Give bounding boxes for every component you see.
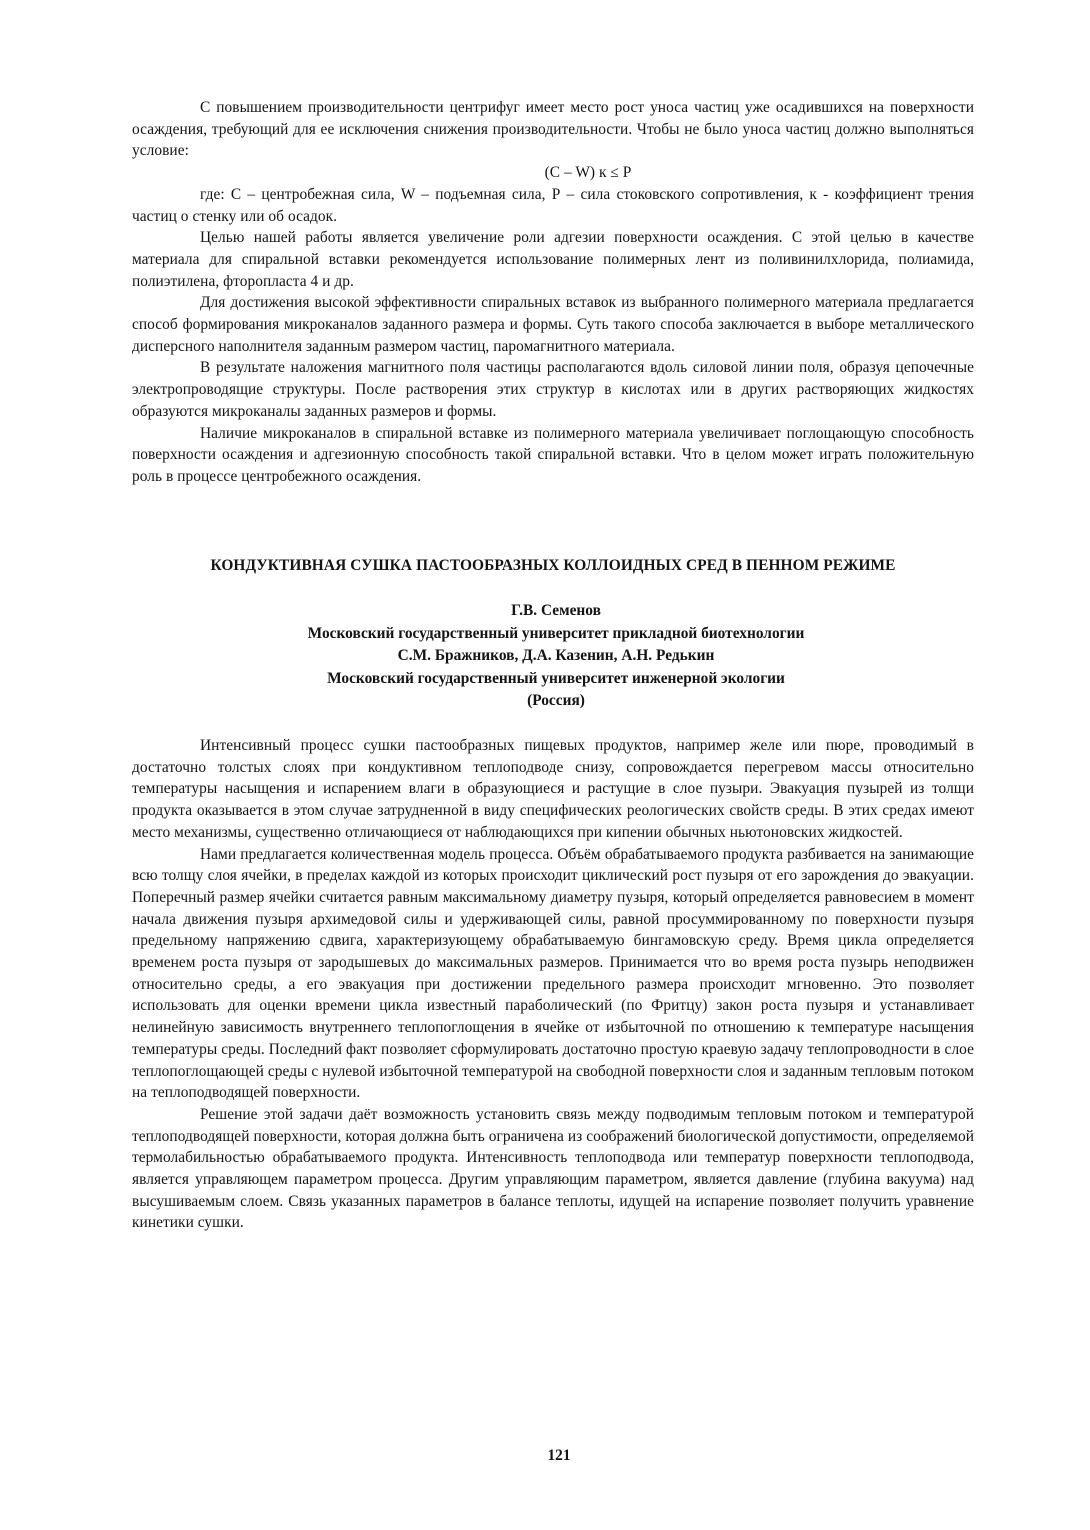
author-line: С.М. Бражников, Д.А. Казенин, А.Н. Редькин <box>397 647 715 664</box>
paragraph: Нами предлагается количественная модель процесса. Объём обрабатываемого продукта разбивается на занимающие всю толщу слоя ячейки, в пределах каждой из которых происходит циклический рост пузыря от его зарождения до эвакуации. Поперечный размер ячейки считается равным максимальному диаметру пузыря, который определяется равновесием в момент начала движения пузыря архимедовой силы и удерживающей силы, равной просуммированному по поверхности пузыря предельному напряжению сдвига, характеризующему обрабатываемую бингамовскую среду. Время цикла определяется временем роста пузыря от зародышевых до максимальных размеров. Принимается что во время роста пузырь неподвижен относительно среды, а его эвакуация при достижении предельного размера происходит мгновенно. Это позволяет использовать для оценки времени цикла известный параболический (по Фритцу) закон роста пузыря и устанавливает нелинейную зависимость внутреннего теплопоглощения в ячейке от избыточной по отношению к температуре насыщения температуры среды. Последний факт позволяет сформулировать достаточно простую краевую задачу теплопроводности в слое теплопоглощающей среды с нулевой избыточной температурой на свободной поверхности слоя и заданным тепловым потоком на теплоподводящей поверхности. <box>132 845 974 1102</box>
paragraph: С повышением производительности центрифуг имеет место рост уноса частиц уже осадившихся на поверхности осаждения, требующий для ее исключения снижения производительности. Чтобы не было уноса частиц должно выполняться условие: <box>132 99 974 160</box>
top-section <box>132 97 974 488</box>
affiliation-line: Московский государственный университет инженерной экологии <box>327 669 785 687</box>
article-title: КОНДУКТИВНАЯ СУШКА ПАСТООБРАЗНЫХ КОЛЛОИДНЫХ СРЕД В ПЕННОМ РЕЖИМЕ <box>210 557 896 574</box>
authors-block <box>200 600 912 713</box>
author-line: Г.В. Семенов <box>511 602 601 619</box>
formula: (C – W) к ≤ P <box>544 164 632 182</box>
country-line: (Россия) <box>527 692 585 709</box>
article-body <box>132 735 974 1234</box>
paragraph: Интенсивный процесс сушки пастообразных пищевых продуктов, например желе или пюре, проводимый в достаточно толстых слоях при кондуктивном теплоподводе снизу, сопровождается перегревом массы относительно температуры насыщения и испарением влаги в образующиеся и растущие в слое пузыри. Эвакуация пузырей из толщи продукта оказывается в этом случае затрудненной в виду специфических реологических свойств среды. В этих средах имеют место механизмы, существенно отличающиеся от наблюдающихся при кипении обычных ньютоновских жидкостей. <box>132 737 974 841</box>
paragraph: Наличие микроканалов в спиральной вставке из полимерного материала увеличивает поглощающую способность поверхности осаждения и адгезионную способность такой спиральной вставки. Что в целом может играть положительную роль в процессе центробежного осаждения. <box>132 424 974 485</box>
paragraph: Целью нашей работы является увеличение роли адгезии поверхности осаждения. С этой целью в качестве материала для спиральной вставки рекомендуется использование полимерных лент из поливинилхлорида, полиамида, полиэтилена, фторопласта 4 и др. <box>132 229 974 290</box>
paragraph: В результате наложения магнитного поля частицы располагаются вдоль силовой линии поля, образуя цепочечные электропроводящие структуры. После растворения этих структур в кислотах или в других растворяющих жидкостях образуются микроканалы заданных размеров и формы. <box>132 359 974 420</box>
paragraph: Для достижения высокой эффективности спиральных вставок из выбранного полимерного материала предлагается способ формирования микроканалов заданного размера и формы. Суть такого способа заключается в выборе металлического дисперсного наполнителя заданным размером частиц, паромагнитного материала. <box>132 294 974 355</box>
affiliation-line: Московский государственный университет прикладной биотехнологии <box>307 624 805 642</box>
paragraph: где: С – центробежная сила, W – подъемная сила, Р – сила стоковского сопротивления, к - коэффициент трения частиц о стенку или об осадок. <box>132 185 974 225</box>
page-number: 121 <box>547 1447 571 1464</box>
paragraph: Решение этой задачи даёт возможность установить связь между подводимым тепловым потоком и температурой теплоподводящей поверхности, которая должна быть ограничена из соображений биологической допустимости, определяемой термолабильностью обрабатываемого продукта. Интенсивность теплоподвода или температур поверхности теплоподвода, является управляющем параметром процесса. Другим управляющим параметром, является давление (глубина вакуума) над высушиваемым слоем. Связь указанных параметров в балансе теплоты, идущей на испарение позволяет получить уравнение кинетики сушки. <box>132 1105 974 1232</box>
